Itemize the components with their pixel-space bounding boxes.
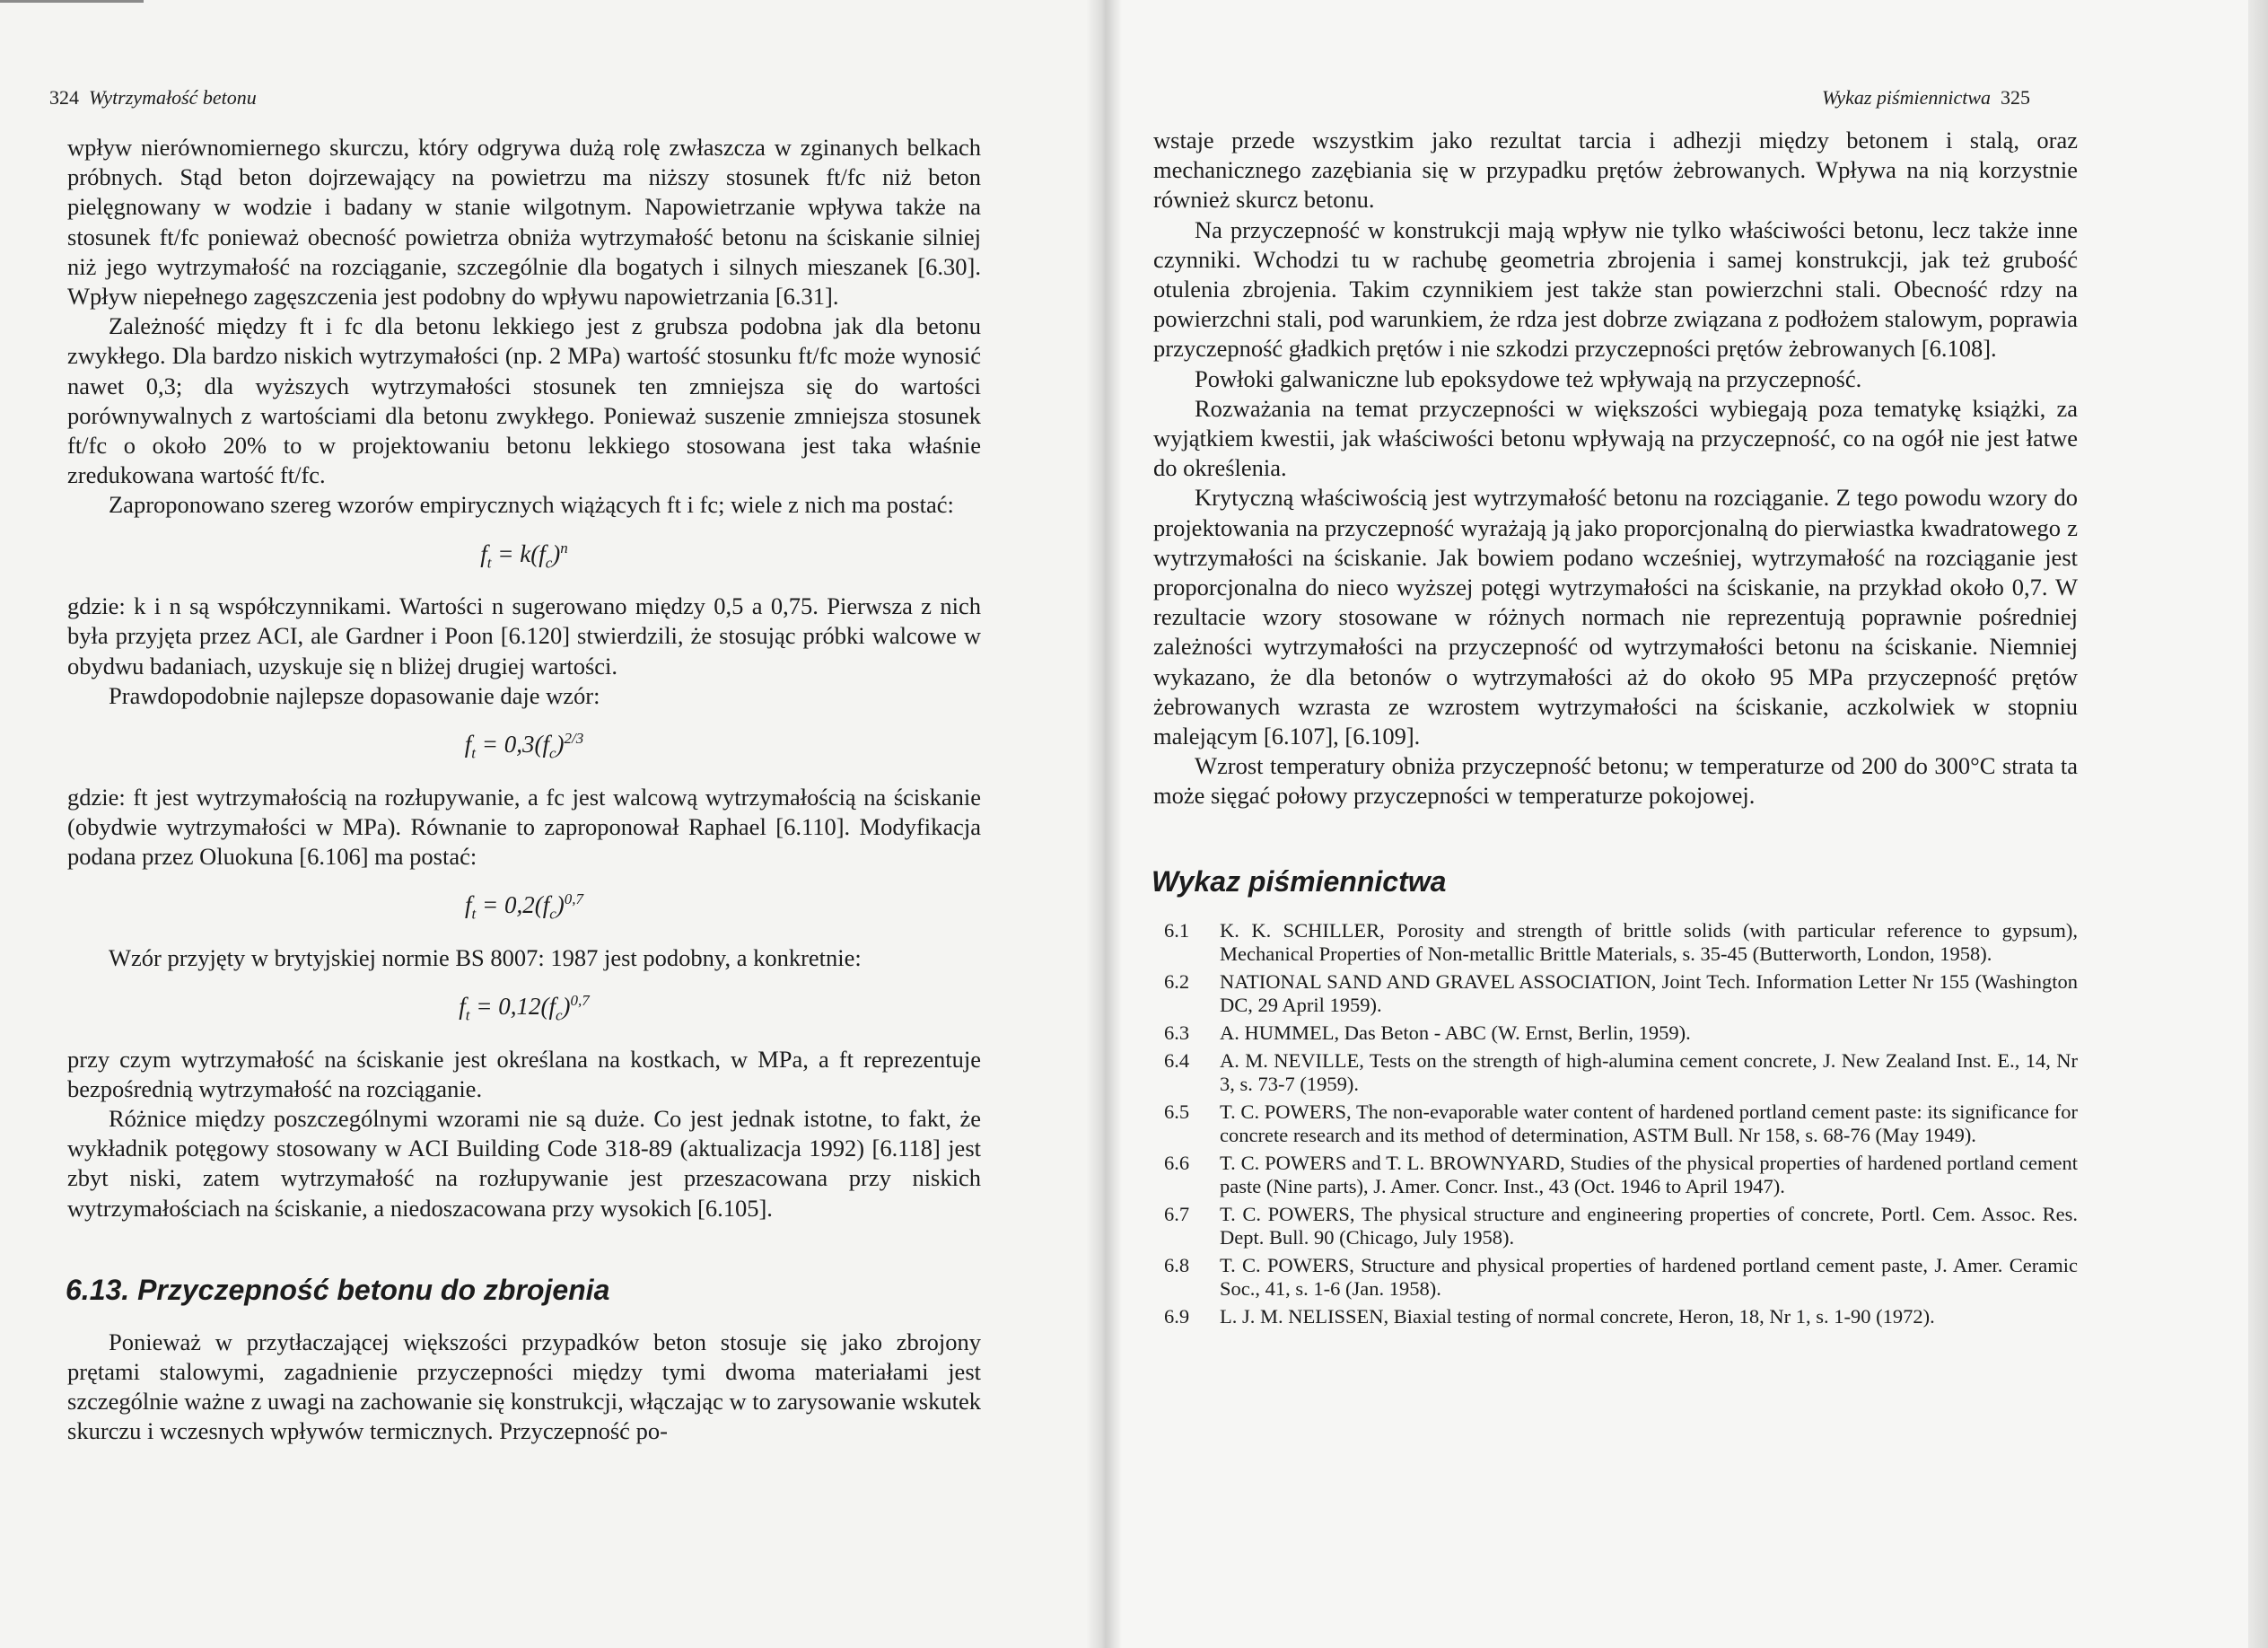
section-heading: 6.13. Przyczepność betonu do zbrojenia: [66, 1273, 610, 1306]
right-running-header: [1822, 86, 2030, 110]
paragraph: Wzrost temperatury obniża przyczepność betonu; w temperaturze od 200 do 300°C strata ta może sięgać połowy przyczepności w temperaturze pokojowej.: [1153, 752, 2078, 810]
reference-text: L. J. M. NELISSEN, Biaxial testing of normal concrete, Heron, 18, Nr 1, s. 1-90 (1972).: [1220, 1304, 1935, 1328]
reference-text: T. C. POWERS and T. L. BROWNYARD, Studies of the physical properties of hardened portland cement paste (Nine parts), J. Amer. Concr. Inst., 43 (Oct. 1946 to April 1947).: [1220, 1151, 2078, 1197]
reference-number: 6.7: [1164, 1202, 1190, 1225]
right-body: [1153, 126, 2078, 1333]
left-running-title: Wytrzymałość betonu: [89, 86, 257, 109]
reference-number: 6.6: [1164, 1151, 1190, 1174]
reference-item: [1153, 1100, 2078, 1147]
reference-item: [1153, 1152, 2078, 1198]
paragraph: Różnice między poszczególnymi wzorami nie są duże. Co jest jednak istotne, to fakt, że wykładnik potęgowy stosowany w ACI Building Code 318-89 (aktualizacja 1992) [6.118] jest zbyt niski, zatem wytrzymałość na rozłupywanie jest przeszacowana przy niskich wytrzymałościach na ściskanie, a niedoszacowana przy wysokich [6.105].: [67, 1105, 981, 1222]
reference-text: K. K. SCHILLER, Porosity and strength of brittle solids (with particular reference to gypsum), Mechanical Properties of Non-metallic Brittle Materials, s. 35-45 (Butterworth, London, 1958).: [1220, 918, 2078, 965]
reference-text: A. M. NEVILLE, Tests on the strength of high-alumina cement concrete, J. New Zealand Inst. E., 14, Nr 3, s. 73-7 (1959).: [1220, 1048, 2078, 1095]
reference-number: 6.1: [1164, 918, 1190, 942]
paragraph: wstaje przede wszystkim jako rezultat tarcia i adhezji między betonem i stalą, oraz mechanicznego zazębiania się w przypadku prętów żebrowanych. Wpływa na nią korzystnie również skurcz betonu.: [1153, 127, 2078, 214]
reference-text: A. HUMMEL, Das Beton - ABC (W. Ernst, Berlin, 1959).: [1220, 1021, 1691, 1044]
left-page: [0, 0, 1104, 1648]
reference-text: T. C. POWERS, The non-evaporable water content of hardened portland cement paste: its significance for concrete research and its method of determination, ASTM Bull. Nr 158, s. 68-76 (May 1949).: [1220, 1100, 2078, 1146]
reference-number: 6.9: [1164, 1304, 1190, 1328]
reference-number: 6.4: [1164, 1048, 1190, 1072]
reference-text: NATIONAL SAND AND GRAVEL ASSOCIATION, Joint Tech. Information Letter Nr 155 (Washington DC, 29 April 1959).: [1220, 969, 2078, 1016]
paragraph: Na przyczepność w konstrukcji mają wpływ nie tylko właściwości betonu, lecz także inne czynniki. Wchodzi tu w rachubę geometria zbrojenia i samej konstrukcji, jak też grubość otulenia zbrojenia. Takim czynnikiem jest także stan powierzchni stali. Obecność rdzy na powierzchni stali, pod warunkiem, że rdza jest dobrze związana z podłożem stalowym, poprawia przyczepność gładkich prętów i nie szkodzi przyczepności prętów żebrowanych [6.108].: [1153, 215, 2078, 363]
top-edge-line: [0, 0, 144, 3]
paragraph: Prawdopodobnie najlepsze dopasowanie daje wzór:: [109, 681, 600, 709]
paragraph: gdzie: k i n są współczynnikami. Wartości n sugerowano między 0,5 a 0,75. Pierwsza z nich była przyjęta przez ACI, ale Gardner i Poon [6.120] stwierdzili, że stosując próbki walcowe w obydwu badaniach, uzyskuje się n bliżej drugiej wartości.: [67, 592, 981, 679]
paragraph: wpływ nierównomiernego skurczu, który odgrywa dużą rolę zwłaszcza w zginanych belkach próbnych. Stąd beton dojrzewający na powietrzu ma niższy stosunek ft/fc niż beton pielęgnowany w wodzie i badany w stanie wilgotnym. Napowietrzanie wpływa także na stosunek ft/fc ponieważ obecność powietrza obniża wytrzymałość betonu na ściskanie silniej niż jego wytrzymałość na rozciąganie, szczególnie dla bogatych i silnych mieszanek [6.30]. Wpływ niepełnego zagęszczenia jest podobny do wpływu napowietrzania [6.31].: [67, 134, 981, 311]
paragraph: przy czym wytrzymałość na ściskanie jest określana na kostkach, w MPa, a ft reprezentuje bezpośrednią wytrzymałość na rozciąganie.: [67, 1045, 981, 1102]
reference-number: 6.2: [1164, 969, 1190, 993]
paragraph: Powłoki galwaniczne lub epoksydowe też wpływają na przyczepność.: [1195, 364, 1862, 392]
formula: $f_t = 0,12(f_c)^{0,7}$: [459, 992, 590, 1024]
right-running-title: Wykaz piśmiennictwa: [1822, 86, 1991, 109]
formula: $f_t = 0,3(f_c)^{2/3}$: [464, 730, 584, 762]
left-page-number: 324: [49, 86, 79, 109]
formula: $f_t = 0,2(f_c)^{0,7}$: [464, 890, 583, 923]
reference-text: T. C. POWERS, The physical structure and engineering properties of concrete, Portl. Cem. Assoc. Res. Dept. Bull. 90 (Chicago, July 1958).: [1220, 1202, 2078, 1249]
reference-number: 6.8: [1164, 1253, 1190, 1276]
right-page: [1104, 0, 2268, 1648]
reference-item: [1153, 1254, 2078, 1301]
reference-number: 6.5: [1164, 1100, 1190, 1123]
paragraph: Ponieważ w przytłaczającej większości przypadków beton stosuje się jako zbrojony prętami stalowymi, zagadnienie przyczepności między tymi dwoma materiałami jest szczególnie ważne z uwagi na zachowanie się konstrukcji, włączając w to zarysowanie wskutek skurczu i wczesnych wpływów termicznych. Przyczepność po-: [67, 1328, 981, 1445]
paragraph: Wzór przyjęty w brytyjskiej normie BS 8007: 1987 jest podobny, a konkretnie:: [109, 943, 862, 971]
references-heading: Wykaz piśmiennictwa: [1152, 864, 1447, 898]
left-running-header: [49, 86, 257, 110]
formula: $f_t = k(f_c)^n$: [480, 539, 568, 572]
left-body: [67, 133, 981, 1447]
page-edge: [2248, 0, 2268, 1648]
book-gutter: [1086, 0, 1122, 1648]
reference-item: [1153, 1021, 2078, 1045]
right-page-number: 325: [2001, 86, 2030, 109]
reference-item: [1153, 1305, 2078, 1328]
paragraph: Zaproponowano szereg wzorów empirycznych wiążących ft i fc; wiele z nich ma postać:: [109, 491, 954, 519]
reference-item: [1153, 919, 2078, 966]
reference-list: [1153, 919, 2078, 1328]
paragraph: Krytyczną właściwością jest wytrzymałość betonu na rozciąganie. Z tego powodu wzory do projektowania na przyczepność wyrażają ją jako proporcjonalną do pierwiastka kwadratowego z wytrzymałości na ściskanie. Jak bowiem podano wcześniej, wytrzymałość na rozciąganie jest proporcjonalna do nieco wyższej potęgi wytrzymałości na ściskanie, na przykład około 0,7. W rezultacie wzory stosowane w różnych normach nie reprezentują poprawnie pośredniej zależności wytrzymałości na przyczepność od wytrzymałości betonu na ściskanie. Niemniej wykazano, że dla betonów o wytrzymałości aż do około 95 MPa przyczepność prętów żebrowanych wzrasta ze wzrostem wytrzymałości na ściskanie, aczkolwiek w stopniu malejącym [6.107], [6.109].: [1153, 484, 2078, 750]
reference-text: T. C. POWERS, Structure and physical properties of hardened portland cement paste, J. Amer. Ceramic Soc., 41, s. 1-6 (Jan. 1958).: [1220, 1253, 2078, 1300]
reference-number: 6.3: [1164, 1021, 1190, 1044]
reference-item: [1153, 970, 2078, 1017]
reference-item: [1153, 1049, 2078, 1096]
paragraph: Zależność między ft i fc dla betonu lekkiego jest z grubsza podobna jak dla betonu zwykłego. Dla bardzo niskich wytrzymałości (np. 2 MPa) wartość stosunku ft/fc może wynosić nawet 0,3; dla wyższych wytrzymałości stosunek ten zmniejsza się do wartości porównywalnych z wartościami dla betonu zwykłego. Ponieważ suszenie zmniejsza stosunek ft/fc o około 20% to w projektowaniu betonu lekkiego stosowana jest taka właśnie zredukowana wartość ft/fc.: [67, 312, 981, 489]
paragraph: gdzie: ft jest wytrzymałością na rozłupywanie, a fc jest walcową wytrzymałością na ściskanie (obydwie wytrzymałości w MPa). Równanie to zaproponował Raphael [6.110]. Modyfikacja podana przez Oluokuna [6.106] ma postać:: [67, 783, 981, 871]
paragraph: Rozważania na temat przyczepności w większości wybiegają poza tematykę książki, za wyjątkiem kwestii, jak właściwości betonu wpływają na przyczepność, co na ogół nie jest łatwe do określenia.: [1153, 394, 2078, 482]
reference-item: [1153, 1203, 2078, 1249]
